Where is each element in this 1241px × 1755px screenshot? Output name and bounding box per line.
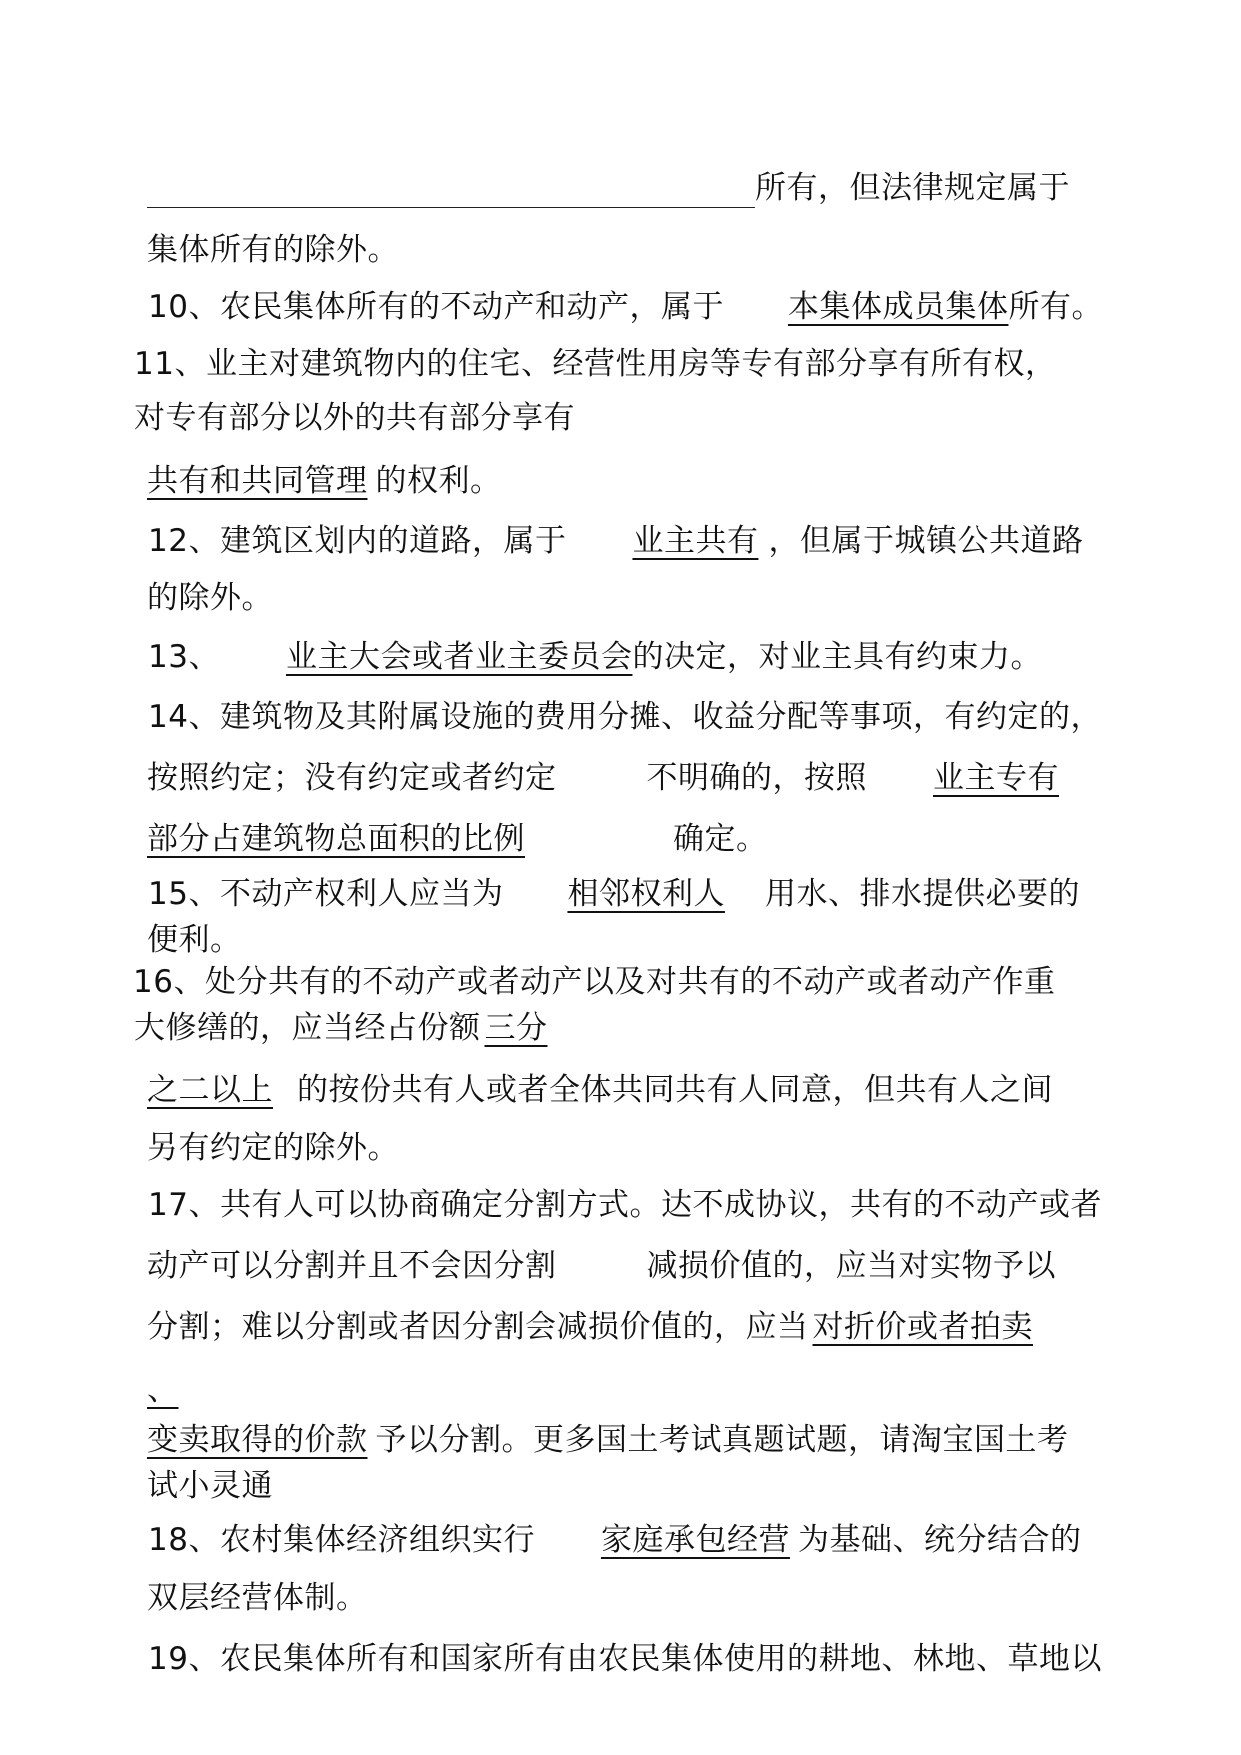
item-14-cont: 按照约定；没有约定或者约定 不明确的，按照 业主专有 bbox=[147, 760, 1059, 796]
item-16-end: 另有约定的除外。 bbox=[147, 1130, 399, 1166]
item-16: 16、处分共有的不动产或者动产以及对共有的不动产或者动产作重 bbox=[133, 964, 1056, 1000]
item-16-answer-line: 之二以上 的按份共有人或者全体共同共有人同意，但共有人之间 bbox=[147, 1072, 1053, 1108]
answer-12: 业主共有 bbox=[632, 523, 759, 559]
answer-blank bbox=[147, 177, 755, 208]
item-19: 19、农民集体所有和国家所有由农民集体使用的耕地、林地、草地以 bbox=[148, 1641, 1102, 1677]
item-17-answer-line: 变卖取得的价款 予以分割。更多国土考试真题试题，请淘宝国土考 bbox=[147, 1422, 1069, 1458]
item-16-cont: 大修缮的，应当经占份额 三分 bbox=[134, 1010, 548, 1046]
answer-14-cont: 部分占建筑物总面积的比例 bbox=[147, 821, 525, 857]
item-15: 15、不动产权利人应当为 相邻权利人 用水、排水提供必要的 bbox=[148, 876, 1080, 912]
item-17-cont: 动产可以分割并且不会因分割 减损价值的，应当对实物予以 bbox=[147, 1248, 1056, 1284]
item-15-cont: 便利。 bbox=[147, 922, 242, 958]
item-18: 18、农村集体经济组织实行 家庭承包经营 为基础、统分结合的 bbox=[148, 1522, 1082, 1558]
item-10: 10、农民集体所有的不动产和动产，属于 本集体成员集体所有。 bbox=[148, 289, 1103, 325]
answer-11: 共有和共同管理 bbox=[147, 463, 368, 499]
item-11: 11、业主对建筑物内的住宅、经营性用房等专有部分享有所有权， bbox=[134, 346, 1057, 382]
item-18-cont: 双层经营体制。 bbox=[147, 1580, 368, 1616]
item-14-answer-line: 部分占建筑物总面积的比例 确定。 bbox=[147, 821, 768, 857]
line-1: 所有，但法律规定属于 bbox=[147, 168, 1070, 208]
item-17: 17、共有人可以协商确定分割方式。达不成协议，共有的不动产或者 bbox=[148, 1187, 1102, 1223]
item-17-answer-mark bbox=[147, 1370, 183, 1410]
item-12: 12、建筑区划内的道路，属于 业主共有 ，但属于城镇公共道路 bbox=[148, 523, 1084, 559]
item-11-answer-line: 共有和共同管理 的权利。 bbox=[147, 463, 502, 499]
item-17-cont-2: 分割；难以分割或者因分割会减损价值的，应当 对折价或者拍卖 bbox=[147, 1309, 1033, 1345]
answer-13: 业主大会或者业主委员会 bbox=[285, 639, 633, 675]
answer-10: 本集体成员集体 bbox=[787, 289, 1009, 325]
answer-17-cont: 、 bbox=[147, 1372, 179, 1408]
promo-cont: 试小灵通 bbox=[147, 1468, 273, 1504]
answer-16-cont: 之二以上 bbox=[147, 1072, 273, 1108]
item-13: 13、 业主大会或者业主委员会的决定，对业主具有约束力。 bbox=[148, 639, 1042, 675]
answer-15: 相邻权利人 bbox=[567, 876, 725, 912]
item-12-cont: 的除外。 bbox=[147, 580, 273, 616]
answer-16: 三分 bbox=[484, 1010, 548, 1046]
answer-17-end: 变卖取得的价款 bbox=[147, 1422, 368, 1458]
answer-14: 业主专有 bbox=[933, 760, 1059, 796]
item-11-cont: 对专有部分以外的共有部分享有 bbox=[134, 400, 575, 436]
item-14: 14、建筑物及其附属设施的费用分摊、收益分配等事项，有约定的， bbox=[148, 699, 1102, 735]
answer-18: 家庭承包经营 bbox=[600, 1522, 790, 1558]
line-2: 集体所有的除外。 bbox=[147, 232, 399, 268]
answer-17: 对折价或者拍卖 bbox=[812, 1309, 1033, 1345]
